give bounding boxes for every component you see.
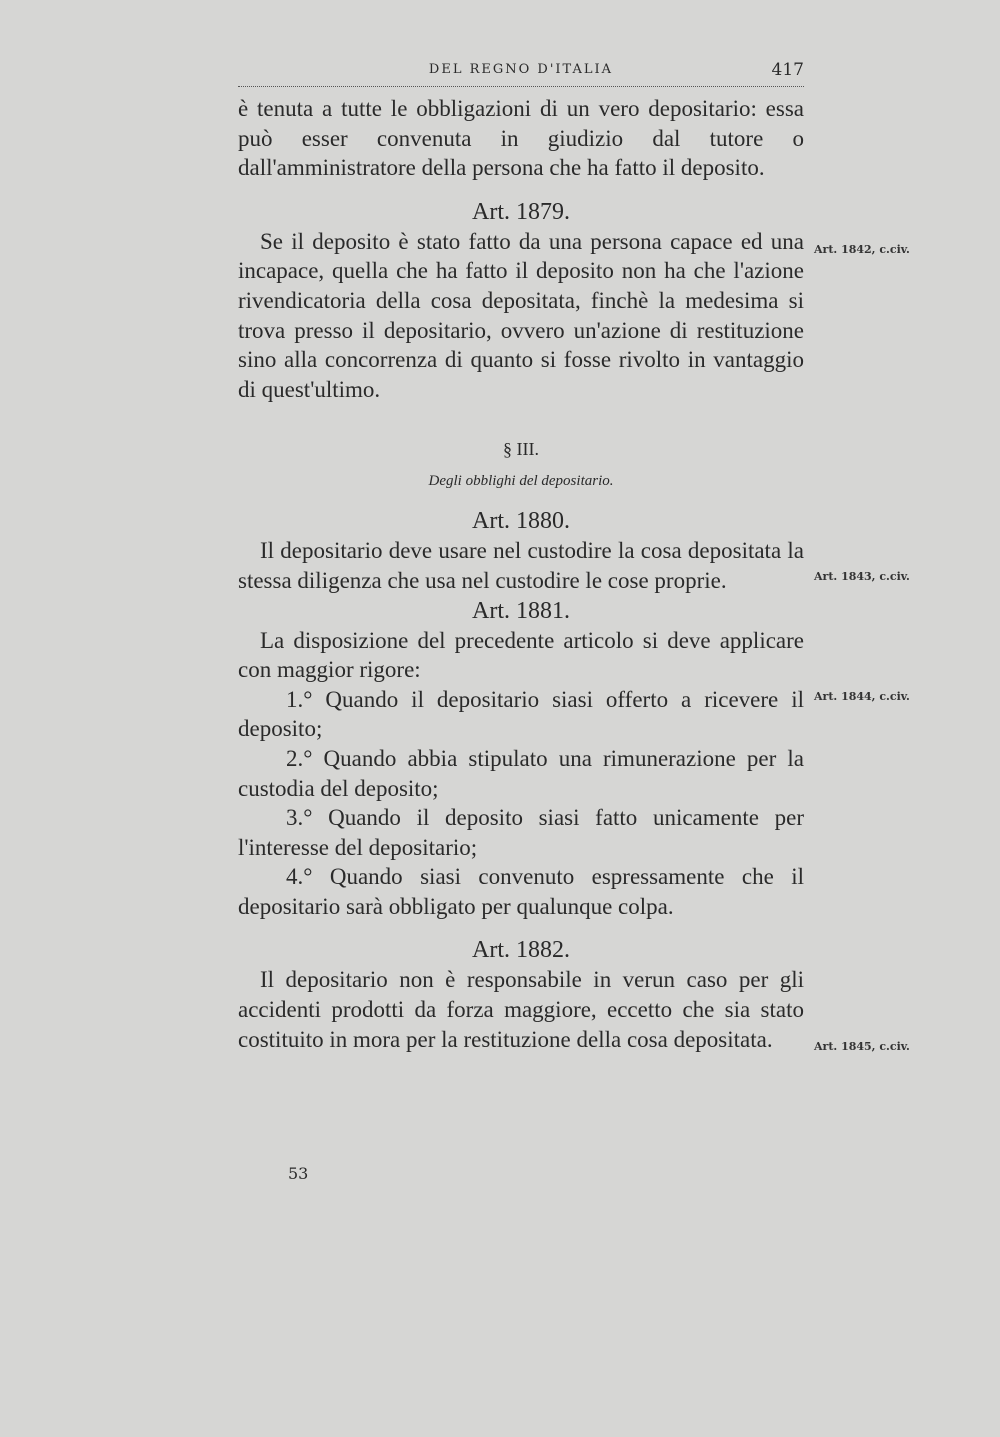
running-title: DEL REGNO D'ITALIA — [428, 62, 614, 77]
article-1880-heading: Art. 1880. — [472, 508, 570, 535]
article-1882-heading: Art. 1882. — [472, 937, 570, 964]
article-1881-item: 2.° Quando abbia stipulato una rimunerazione per la custodia del deposito; — [238, 745, 804, 801]
article-1881-heading: Art. 1881. — [472, 597, 570, 624]
article-1879-text: Se il deposito è stato fatto da una persona capace ed una incapace, quella che ha fatto il deposito non ha che l'azione rivendicatoria della cosa depositata, finchè la medesima si trova presso il depositario, ovvero un'azione di restituzione sino alla concorrenza di quanto si fosse rivolto in vantaggio di quest'ultimo. — [238, 228, 804, 402]
article-1881-intro: La disposizione del precedente articolo si deve applicare con maggior rigore: — [238, 627, 804, 683]
article-1881-item: 1.° Quando il depositario siasi offerto a ricevere il deposito; — [238, 686, 804, 742]
article-1881-item: 3.° Quando il deposito siasi fatto unicamente per l'interesse del depositario; — [238, 805, 804, 860]
page-number: 417 — [771, 60, 804, 80]
page-body — [238, 94, 804, 1054]
margin-note: Art. 1842, c.civ. — [814, 243, 910, 256]
margin-note: Art. 1843, c.civ. — [814, 570, 910, 583]
continuation-paragraph: è tenuta a tutte le obbligazioni di un vero depositario: essa può esser convenuta in giudizio dal tutore o dall'amministratore della persona che ha fatto il deposito. — [238, 96, 804, 181]
margin-note: Art. 1845, c.civ. — [814, 1040, 910, 1053]
section-title: Degli obblighi del depositario. — [428, 473, 614, 490]
article-1879-heading: Art. 1879. — [472, 198, 570, 225]
article-1880-text: Il depositario deve usare nel custodire la cosa depositata la stessa diligenza che usa nel custodire le cose proprie. — [238, 538, 804, 593]
article-1882-text: Il depositario non è responsabile in verun caso per gli accidenti prodotti da forza maggiore, eccetto che sia stato costituito in mora per la restituzione della cosa depositata. — [238, 967, 804, 1052]
signature-mark: 53 — [288, 1164, 309, 1183]
margin-note: Art. 1844, c.civ. — [814, 690, 910, 703]
section-number: § III. — [503, 439, 539, 460]
running-header — [238, 58, 804, 87]
article-1881-item: 4.° Quando siasi convenuto espressamente che il depositario sarà obbligato per qualunque colpa. — [238, 864, 804, 919]
